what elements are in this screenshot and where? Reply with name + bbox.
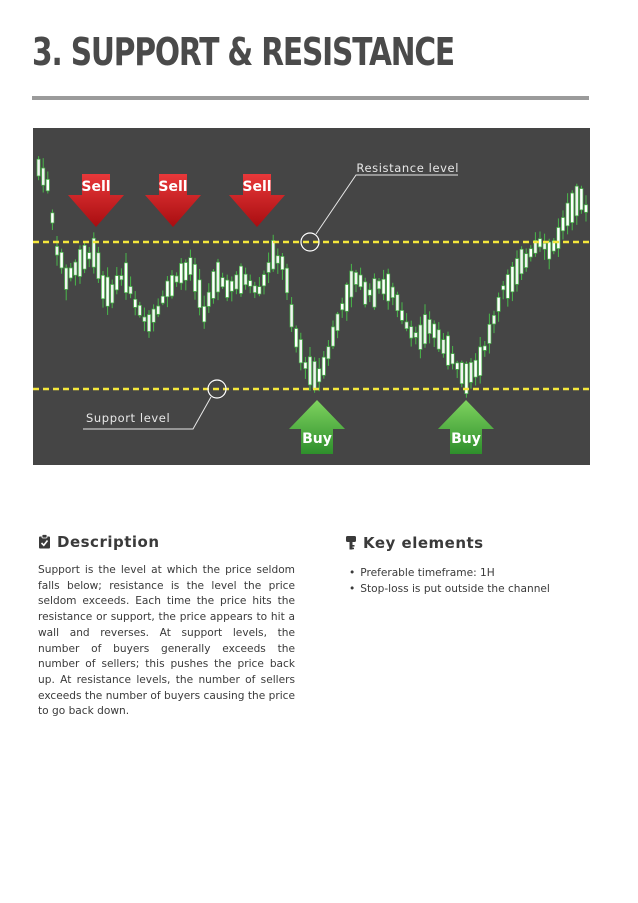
candle-body [184,263,187,281]
support-resistance-chart [33,128,590,465]
candle-body [437,330,440,349]
candle-body [483,346,486,350]
buy-label-1: Buy [302,431,332,447]
candle-body [267,263,270,273]
candle-body [506,275,509,299]
candle-body [391,287,394,298]
candle-body [88,253,91,259]
sell-arrow-1 [68,174,124,227]
candle-body [382,279,385,294]
candle-body [584,205,587,212]
candle-body [345,285,348,312]
candle-body [230,281,233,291]
candle-body [129,287,132,294]
candle-body [239,266,242,293]
candle-body [419,325,422,349]
candle-body [295,329,298,347]
candle-body [83,245,86,269]
candle-body [290,305,293,327]
candle-body [304,362,307,368]
candle-body [479,347,482,376]
candle-body [571,193,574,222]
candle-body [221,278,224,287]
candle-body [120,276,123,280]
candle-body [502,286,505,290]
candle-body [469,362,472,382]
candle-body [410,327,413,338]
candle-body [313,361,316,388]
candle-body [161,296,164,303]
key-elements-list [349,565,550,597]
candle-body [69,268,72,278]
candle-body [299,340,302,363]
candle-body [423,315,426,344]
candle-body [359,275,362,287]
candle-body [428,320,431,334]
candle-body [42,168,45,185]
candle-body [216,262,219,292]
sell-label-3: Sell [242,179,272,195]
key-icon [345,535,357,554]
candle-body [262,275,265,286]
candle-body [115,276,118,290]
candle-body [488,324,491,343]
candle-body [106,277,109,306]
candle-body [557,228,560,249]
description-heading-label: Description [57,533,160,551]
buy-label-2: Buy [451,431,481,447]
candle-body [474,360,477,377]
candle-body [373,279,376,308]
candle-body [180,263,183,283]
candle-body [511,267,514,292]
candle-body [138,305,141,315]
candle-body [198,280,201,308]
candle-body [377,281,380,289]
candle-body [400,310,403,320]
candle-body [341,304,344,310]
candle-body [101,275,104,298]
description-heading [38,533,160,553]
candle-body [152,309,155,322]
candle-body [414,333,417,338]
candle-body [166,281,169,297]
candle-body [336,314,339,331]
support-label: Support level [86,411,171,425]
candle-body [235,275,238,289]
candle-body [456,363,459,369]
candle-body [65,268,68,289]
page-title: 3. SUPPORT & RESISTANCE [32,30,455,74]
candle-body [492,315,495,324]
candle-body [580,189,583,210]
resistance-callout-line [316,175,458,234]
candle-body [368,290,371,295]
candle-body [520,249,523,273]
candle-body [249,281,252,287]
key-elements-heading-label: Key elements [363,534,484,552]
candle-body [331,327,334,346]
candle-body [134,299,137,307]
candle-body [207,292,210,306]
description-text: Support is the level at which the price seldom falls below; resistance is the level the price seldom exceeds. Each time the price hits the resistance or support, the price appears to hit a wall and reverses. At support levels, the number of buyers generally exceeds the number of sellers; this pushes the price back up. At resistance levels, the number of sellers exceeds the number of buyers causing the price to go back down. [38,564,295,718]
candle-body [548,242,551,259]
candle-body [364,282,367,304]
candle-body [55,246,58,255]
candle-body [244,274,247,285]
candle-body [405,322,408,329]
candle-body [525,254,528,268]
candle-body [446,336,449,365]
candle-body [442,340,445,354]
candle-body [285,268,288,293]
candle-body [460,363,463,384]
candle-body [515,259,518,285]
sell-label-2: Sell [158,179,188,195]
sell-arrow-3 [229,174,285,227]
candle-body [354,272,357,284]
candle-body [189,258,192,275]
candle-body [281,256,284,269]
candle-body [46,179,49,190]
candle-body [529,249,532,257]
candle-body [258,287,261,294]
candle-body [60,252,63,268]
resistance-label: Resistance level [356,161,459,175]
candle-body [253,286,256,293]
candle-body [124,263,127,293]
buy-arrow-1 [289,400,345,454]
candlestick-series [37,156,588,397]
candle-body [78,249,81,276]
sell-label-1: Sell [81,179,111,195]
candle-body [170,275,173,296]
candle-body [74,262,77,275]
candle-body [51,213,54,223]
candle-body [497,297,500,311]
candle-body [543,243,546,249]
candle-body [226,280,229,297]
sell-arrow-2 [145,174,201,227]
candle-body [203,306,206,321]
key-element-stop-loss: • Stop-loss is put outside the channel [349,581,550,597]
title-divider [32,96,589,100]
candle-body [566,203,569,226]
candle-body [111,285,114,303]
buy-arrow-2 [438,400,494,454]
chart-canvas [33,128,590,465]
key-elements-heading [345,534,484,554]
candle-body [387,274,390,301]
candle-body [175,276,178,282]
candle-body [97,253,100,279]
candle-body [318,369,321,382]
candle-body [143,317,146,322]
candle-body [308,357,311,385]
clipboard-icon [38,534,51,553]
key-element-timeframe: • Preferable timeframe: 1H [349,565,550,581]
candle-body [350,271,353,297]
candle-body [147,315,150,332]
candle-body [396,295,399,311]
candle-body [561,218,564,231]
candle-body [322,357,325,375]
candle-body [327,347,330,359]
candle-body [212,271,215,298]
candle-body [37,159,40,176]
candle-body [193,264,196,291]
candle-body [433,324,436,338]
candle-body [451,354,454,364]
candle-body [272,240,275,269]
candle-body [157,306,160,314]
candle-body [575,186,578,216]
candle-body [276,256,279,263]
